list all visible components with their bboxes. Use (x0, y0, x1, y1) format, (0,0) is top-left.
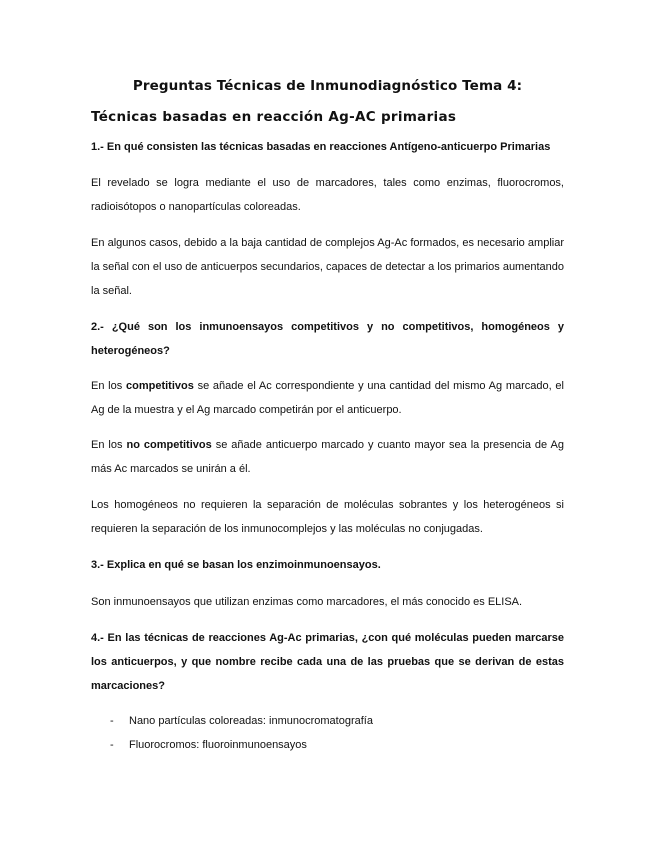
question-2: 2.- ¿Qué son los inmunoensayos competitivos y no competitivos, homogéneos y heterogéneos? (91, 321, 564, 357)
answer-3-paragraph-1: Son inmunoensayos que utilizan enzimas como marcadores, el más conocido es ELISA. (91, 596, 523, 608)
answer-2-p2-before: En los (91, 439, 127, 451)
question-4: 4.- En las técnicas de reacciones Ag-Ac primarias, ¿con qué moléculas pueden marcarse los anticuerpos, y que nombre recibe cada una de las pruebas que se derivan de estas marcaciones? (91, 632, 564, 692)
answer-2-paragraph-3: Los homogéneos no requieren la separación de moléculas sobrantes y los heterogéneos si requieren la separación de los inmunocomplejos y las moléculas no conjugadas. (91, 499, 564, 535)
bullet-dash: - (110, 739, 114, 751)
answer-1-paragraph-2: En algunos casos, debido a la baja cantidad de complejos Ag-Ac formados, es necesario ampliar la señal con el uso de anticuerpos secundarios, capaces de detectar a los primarios aumentando la señal. (91, 237, 564, 297)
answer-2-p2-after: se añade anticuerpo marcado y cuanto mayor sea la presencia de Ag más Ac marcados se unirán a él. (91, 439, 564, 475)
answer-2-p1-bold: competitivos (125, 380, 194, 392)
bullet-dash: - (110, 715, 114, 727)
answer-2-paragraph-2 (91, 433, 564, 481)
document-subtitle: Técnicas basadas en reacción Ag-AC primarias (91, 109, 457, 125)
question-1: 1.- En qué consisten las técnicas basadas en reacciones Antígeno-anticuerpo Primarias (91, 141, 551, 153)
list-item-text: Nano partículas coloreadas: inmunocromatografía (129, 715, 373, 727)
answer-4-list (91, 709, 564, 757)
answer-2-p1-before: En los (91, 380, 126, 392)
answer-2-p2-bold: no competitivos (126, 439, 212, 451)
answer-1-paragraph-1: El revelado se logra mediante el uso de marcadores, tales como enzimas, fluorocromos, radioisótopos o nanopartículas coloreadas. (91, 177, 564, 213)
list-item (91, 733, 564, 757)
list-item (91, 709, 564, 733)
document-title: Preguntas Técnicas de Inmunodiagnóstico Tema 4: (132, 78, 523, 94)
question-3: 3.- Explica en qué se basan los enzimoinmunoensayos. (91, 559, 381, 571)
answer-2-p1-after: se añade el Ac correspondiente y una cantidad del mismo Ag marcado, el Ag de la muestra y el Ag marcado competirán por el anticuerpo. (91, 380, 564, 416)
answer-2-paragraph-1 (91, 374, 564, 422)
list-item-text: Fluorocromos: fluoroinmunoensayos (129, 739, 307, 751)
